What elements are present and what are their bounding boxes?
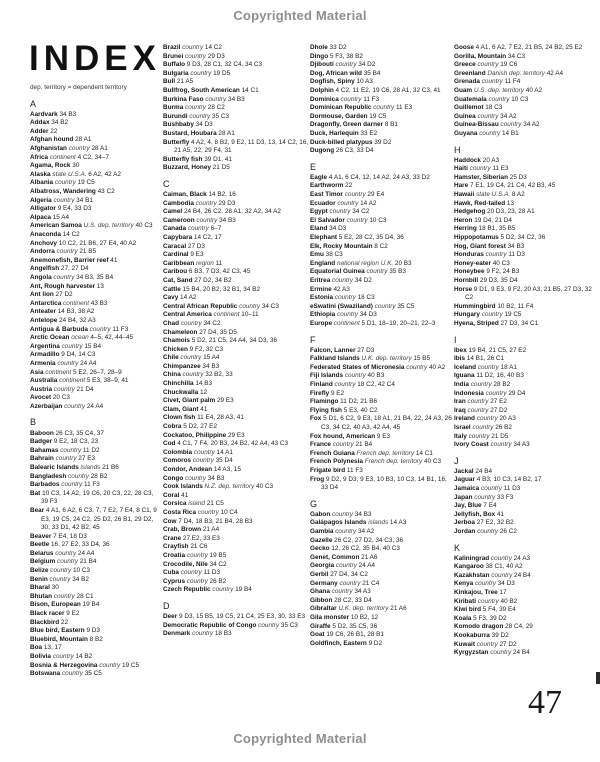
index-entry: Albatross, Wandering 43 C2 <box>30 188 115 196</box>
index-entry: Clown fish 11 E4, 28 A3, 41 <box>163 414 244 422</box>
index-entry: Camel 24 B4, 26 C2, 28 A1, 32 A2, 34 A2 <box>163 208 281 216</box>
index-entry: Antelope 24 B4, 32 A3 <box>30 316 96 324</box>
index-entry: Central African Republic country 34 C3 <box>163 302 279 310</box>
index-entry: Bull 21 A5 <box>163 78 194 86</box>
index-entry: Anemonefish, Barrier reef 41 <box>30 256 118 264</box>
index-entry: Kaliningrad country 24 A3 <box>454 554 531 562</box>
index-entry: Jerboa 27 E2, 32 B2 <box>454 519 514 527</box>
page-number: 47 <box>528 684 562 721</box>
index-entry: Azerbaijan country 24 A4 <box>30 402 104 410</box>
section-heading: G <box>310 498 318 509</box>
index-entry: Jaguar 4 B3, 10 C3, 14 B2, 17 <box>454 476 542 484</box>
index-entry: Dingo 5 F3, 38 B2 <box>310 52 363 60</box>
index-entry: Komodo dragon 28 C4, 29 <box>454 623 533 631</box>
index-entry: Croatia country 19 B5 <box>163 551 227 559</box>
index-entry: Israel country 26 B2 <box>454 423 512 431</box>
index-entry: Antigua & Barbuda country 11 F3 <box>30 325 129 333</box>
index-entry: Asia continent 5 E2, 26–7, 28–9 <box>30 368 122 376</box>
index-entry: Caribbean region 11 <box>163 259 223 267</box>
index-entry: Gibraltar U.K. dep. territory 21 A6 <box>310 605 407 613</box>
index-entry: Crane 27 E2, 33 E3 <box>163 534 220 542</box>
index-entry: Galápagos Islands islands 14 A3 <box>310 519 407 527</box>
index-entry: Chameleon 27 D4, 35 D5 <box>163 328 237 336</box>
index-entry: Jay, Blue 7 E4 <box>454 502 497 510</box>
index-entry: Bluebird, Mountain 8 B2 <box>30 635 103 643</box>
index-entry: Japan country 33 F3 <box>454 493 514 501</box>
index-entry: Hamster, Siberian 25 D3 <box>454 173 527 181</box>
index-entry: Brazil country 14 C2 <box>163 44 222 51</box>
index-entry: Haddock 20 A3 <box>454 156 500 164</box>
index-entry: Indonesia country 29 D4 <box>454 389 526 397</box>
index-entry: Ghana country 34 A3 <box>310 588 371 596</box>
index-entry: Kyrgyzstan country 24 B4 <box>454 649 530 657</box>
index-entry: Caribou 6 B3, 7 D3, 42 C3, 45 <box>163 268 251 276</box>
index-entry: Gerbil 27 D4, 34 C2 <box>310 570 368 578</box>
index-entry: Equatorial Guinea country 35 B3 <box>310 268 406 276</box>
index-entry: Frog 9 D2, 9 D3, 9 E3, 10 B3, 10 C3, 14 B1, 16, 33 D4 <box>310 475 447 492</box>
index-entry: Belarus country 24 A4 <box>30 549 95 557</box>
section-heading: C <box>163 178 170 189</box>
index-entry: Gambia country 34 A2 <box>310 527 375 535</box>
index-entry: Guinea-Bissau country 34 A2 <box>454 121 540 129</box>
index-entry: Bangladesh country 28 B2 <box>30 472 108 480</box>
page-title: INDEX <box>29 39 161 78</box>
index-entry: Blue bird, Eastern 9 D3 <box>30 627 100 635</box>
index-entry: Chile country 15 A4 <box>163 354 220 362</box>
index-entry: Dogfish, Spiny 10 A3 <box>310 78 373 86</box>
index-entry: Bhutan country 28 C1 <box>30 592 94 600</box>
index-entry: Heron 19 D4, 21 D4 <box>454 216 512 224</box>
index-entry: Hog, Giant forest 34 B3 <box>454 242 525 250</box>
index-entry: Blackbird 22 <box>30 618 69 626</box>
index-entry: Colombia country 14 A1 <box>163 448 233 456</box>
section-heading: D <box>163 600 170 611</box>
index-entry: Herring 18 B1, 35 B5 <box>454 225 516 233</box>
index-entry: Ant lion 27 D2 <box>30 291 73 299</box>
index-entry: Kiwi bird 5 F4, 39 E4 <box>454 606 516 614</box>
index-entry: Albania country 19 C5 <box>30 179 95 187</box>
index-entry: Cobra 5 D2, 27 E2 <box>163 423 217 431</box>
index-entry: Balearic Islands islands 21 B6 <box>30 463 119 471</box>
section-heading: J <box>454 455 459 466</box>
index-entry: Ivory Coast country 34 A3 <box>454 441 530 449</box>
index-entry: Democratic Republic of Congo country 35 C3 <box>163 621 298 629</box>
index-entry: Canada country 6–7 <box>163 225 222 233</box>
index-entry: Anteater 14 B3, 38 A2 <box>30 308 95 316</box>
index-entry: Corsica island 21 C5 <box>163 500 224 508</box>
index-entry: Armenia country 24 A4 <box>30 359 97 367</box>
index-entry: Caiman, Black 14 B2, 16 <box>163 191 236 198</box>
index-entry: Goose 4 A1, 6 A2, 7 E2, 21 B5, 24 B2, 25 E2 <box>454 44 583 51</box>
index-entry: Guinea country 34 A2 <box>454 112 517 120</box>
index-entry: Hippopotamus 5 D2, 34 C2, 36 <box>454 233 546 241</box>
index-entry: El Salvador country 10 C3 <box>310 216 387 224</box>
index-entry: Bahamas country 11 D2 <box>30 446 100 454</box>
index-entry: Haiti country 11 E3 <box>454 165 509 173</box>
index-entry: Buffalo 9 D3, 28 C1, 32 C4, 34 C3 <box>163 61 263 69</box>
index-entry: Hyena, Striped 27 D3, 34 C1 <box>454 319 539 327</box>
index-entry: Italy country 21 D5 <box>454 432 509 440</box>
index-entry: Iraq country 27 D2 <box>454 406 508 414</box>
index-entry: Bharal 30 <box>30 584 59 592</box>
section-heading: F <box>310 334 316 345</box>
index-entry: Cow 7 D4, 18 B3, 21 B4, 28 B3 <box>163 517 253 525</box>
index-entry: Central America continent 10–11 <box>163 311 259 319</box>
index-column-4 <box>454 44 596 658</box>
index-entry: Earthworm 22 <box>310 182 353 190</box>
index-entry: Dormouse, Garden 19 C5 <box>310 112 387 120</box>
index-entry: Honduras country 11 D3 <box>454 251 525 259</box>
index-entry: Bahrain country 27 E3 <box>30 455 96 463</box>
index-entry: Chinchilla 14 B3 <box>163 380 213 388</box>
index-entry: Gorilla, Mountain 34 C3 <box>454 52 526 60</box>
index-entry: Emu 38 C3 <box>310 251 343 259</box>
index-entry: Flying fish 5 E3, 40 C2 <box>310 406 378 414</box>
index-entry: Dugong 26 C3, 33 D4 <box>310 147 374 155</box>
index-entry: Cambodia country 29 D3 <box>163 199 236 207</box>
index-entry: Eagle 4 A1, 6 C4, 12, 14 A2, 24 A3, 33 D2 <box>310 173 430 181</box>
index-entry: Honey-eater 40 C3 <box>454 259 510 267</box>
index-entry: Falkland Islands U.K. dep. territory 15 B5 <box>310 355 431 363</box>
index-column-3 <box>310 44 452 648</box>
index-entry: Gabon country 34 B3 <box>310 510 372 518</box>
index-entry: Dog, African wild 35 B4 <box>310 69 381 77</box>
index-entry: Denmark country 18 B3 <box>163 630 232 638</box>
index-entry: Gibbon 28 C2, 33 D4 <box>310 596 372 604</box>
index-entry: Ibex 19 B4, 21 C5, 27 E2 <box>454 346 527 354</box>
index-entry: Ecuador country 14 A2 <box>310 199 377 207</box>
index-entry: Jellyfish, Box 41 <box>454 510 505 518</box>
index-entry: Hornbill 29 D3, 35 D4 <box>454 276 518 284</box>
index-entry: Cyprus country 26 B2 <box>163 577 227 585</box>
section-heading: A <box>30 98 37 109</box>
index-entry: Chicken 9 F2, 32 C3 <box>163 345 224 353</box>
index-entry: Botswana country 35 C5 <box>30 670 102 678</box>
index-entry: Black racer 9 E2 <box>30 610 80 618</box>
index-entry: Clam, Giant 41 <box>163 405 208 413</box>
index-entry: Greece country 19 C6 <box>454 61 518 69</box>
index-entry: Burundi country 35 C3 <box>163 112 230 120</box>
index-entry: Butterfly 4 A2, 4, 8 B2, 9 E2, 11 D3, 13, 14 C2, 16, 21 A5, 22, 29 F4, 31 <box>163 138 309 155</box>
index-entry: Cavy 14 A2 <box>163 294 197 302</box>
index-entry: Cattle 15 B4, 20 B2, 32 B1, 34 B2 <box>163 285 260 293</box>
index-entry: Iceland country 18 A1 <box>454 363 517 371</box>
index-entry: India country 28 B2 <box>454 380 511 388</box>
copyright-banner-top: Copyrighted Material <box>233 8 367 23</box>
index-entry: Frigate bird 11 F3 <box>310 466 363 474</box>
index-entry: Alligator 9 E4, 33 D3 <box>30 205 92 213</box>
index-entry: Alaska state U.S.A. 6 A2, 42 A2 <box>30 170 121 178</box>
index-entry: Bosnia & Herzegovina country 19 C5 <box>30 661 140 669</box>
index-entry: eSwatini (Swaziland) country 35 C5 <box>310 302 415 310</box>
index-entry: Honeybee 9 F2, 24 B3 <box>454 268 520 276</box>
index-entry: Dolphin 4 C2, 11 E2, 19 C6, 28 A1, 32 C3, 41 <box>310 86 441 94</box>
index-entry: Chamois 5 D2, 21 C5, 24 A4, 34 D3, 36 <box>163 337 278 345</box>
index-entry: Caracal 27 D3 <box>163 242 205 250</box>
section-heading: I <box>454 334 457 345</box>
index-entry: Civet, Giant palm 29 E3 <box>163 397 234 405</box>
index-entry: Egypt country 34 C2 <box>310 208 370 216</box>
index-entry: Genet, Common 21 A6 <box>310 553 378 561</box>
index-entry: Africa continent 4 C2, 34–7 <box>30 153 109 161</box>
index-entry: Bustard, Houbara 28 A1 <box>163 129 235 137</box>
index-entry: Chimpanzee 34 B3 <box>163 362 220 370</box>
index-entry: Kenya country 34 D3 <box>454 580 515 588</box>
index-entry: Hawk, Red-tailed 13 <box>454 199 515 207</box>
index-entry: England national region U.K. 20 B3 <box>310 259 412 267</box>
index-entry: Kiribati country 40 B2 <box>454 597 518 605</box>
index-entry: East Timor country 29 E4 <box>310 191 385 198</box>
index-entry: Australia continent 5 E3, 38–9, 41 <box>30 377 129 385</box>
index-entry: Angelfish 27, 27 D4 <box>30 265 89 273</box>
copyright-banner-bottom: Copyrighted Material <box>233 731 367 746</box>
index-legend: dep. territory = dependent territory <box>30 84 127 91</box>
index-entry: Argentina country 15 B4 <box>30 342 102 350</box>
index-entry: Austria country 21 D4 <box>30 385 94 393</box>
index-column-1 <box>30 40 162 679</box>
section-heading: H <box>454 144 461 155</box>
index-entry: Agama, Rock 30 <box>30 162 80 170</box>
index-entry: Barbados country 11 F3 <box>30 481 100 489</box>
index-entry: Kinkajou, Tree 17 <box>454 589 507 597</box>
index-entry: Ant, Rough harvester 13 <box>30 282 104 290</box>
index-entry: Buzzard, Honey 21 D5 <box>163 164 230 172</box>
index-entry: Goat 19 C6, 26 B1, 28 B1 <box>310 631 384 639</box>
index-entry: Benin country 34 B2 <box>30 575 89 583</box>
index-entry: Bulgaria country 19 D5 <box>163 69 231 77</box>
index-entry: Antarctica continent 43 B3 <box>30 299 108 307</box>
index-entry: Congo country 34 B3 <box>163 474 225 482</box>
index-entry: Jamaica country 11 D3 <box>454 485 521 492</box>
index-entry: American Samoa U.S. dep. territory 40 C3 <box>30 222 153 230</box>
index-entry: Anaconda 14 C2 <box>30 231 80 238</box>
index-entry: Kangaroo 38 C1, 40 A2 <box>454 563 523 571</box>
index-entry: Duck-billed platypus 39 D2 <box>310 138 392 146</box>
index-entry: Avocet 20 C3 <box>30 394 70 402</box>
index-entry: Duck, Harlequin 33 E2 <box>310 129 378 137</box>
index-entry: Afghan hound 28 A1 <box>30 136 92 144</box>
index-entry: French Guiana French dep. territory 14 C1 <box>310 449 433 457</box>
index-entry: Kuwait country 27 D2 <box>454 640 517 648</box>
index-entry: Crocodile, Nile 34 C2 <box>163 560 227 568</box>
index-entry: Hawaii state U.S.A. 8 A2 <box>454 191 525 198</box>
index-entry: Dominica country 11 F3 <box>310 95 380 103</box>
index-entry: Guyana country 14 B1 <box>454 129 519 137</box>
index-entry: Elephant 5 E2, 28 C2, 35 D4, 36 <box>310 233 404 241</box>
index-entry: Comoros country 35 D4 <box>163 457 233 465</box>
index-entry: Andorra country 21 B5 <box>30 248 97 256</box>
index-entry: Brunei country 29 D3 <box>163 52 225 60</box>
index-entry: Cardinal 9 E3 <box>163 251 204 259</box>
index-column-2 <box>163 44 309 639</box>
index-entry: Chuckwalla 12 <box>163 388 208 396</box>
index-entry: Koala 5 F3, 39 D2 <box>454 614 507 622</box>
index-entry: Jordan country 26 C2 <box>454 527 517 535</box>
index-entry: Germany country 21 C4 <box>310 579 380 587</box>
index-entry: Afghanistan country 28 A1 <box>30 145 108 153</box>
index-entry: Giraffe 5 D2, 35 C5, 36 <box>310 622 378 630</box>
index-entry: Bullfrog, South American 14 C1 <box>163 86 259 94</box>
index-entry: Flamingo 11 D2, 21 B6 <box>310 398 378 406</box>
index-entry: Cod 4 C1, 7 F4, 20 B3, 24 B2, 42 A4, 43 C3 <box>163 440 289 448</box>
index-entry: Fox 5 D1, 6 C2, 9 E3, 18 A1, 21 B4, 22, 24 A3, 26 C3, 34 C2, 40 A3, 42 A4, 45 <box>310 415 452 431</box>
section-heading: K <box>454 542 461 553</box>
index-entry: Aardvark 34 B3 <box>30 110 77 118</box>
index-entry: Gazelle 26 C2, 27 D2, 34 C3, 36 <box>310 536 404 544</box>
index-entry: Guam U.S. dep. territory 40 A2 <box>454 86 543 94</box>
index-entry: Algeria country 34 B1 <box>30 196 93 204</box>
index-entry: Fiji Islands country 40 B3 <box>310 372 385 380</box>
index-entry: China country 32 B2, 33 <box>163 371 233 379</box>
index-entry: Estonia country 18 C3 <box>310 294 375 302</box>
section-heading: B <box>30 417 37 428</box>
index-entry: Addax 34 B2 <box>30 119 69 127</box>
index-entry: Dhole 33 D2 <box>310 44 347 51</box>
index-entry: Belize country 10 C3 <box>30 567 91 575</box>
index-entry: Greenland Danish dep. territory 42 A4 <box>454 69 564 77</box>
index-entry: Guillemot 18 C3 <box>454 104 503 112</box>
index-entry: Ireland country 20 A3 <box>454 415 516 423</box>
index-entry: Costa Rica country 10 C4 <box>163 508 238 516</box>
index-entry: Alpaca 15 A4 <box>30 213 70 221</box>
index-entry: Horse 9 D1, 9 E3, 9 F2, 20 A3, 21 B5, 27 D3, 32 C2 <box>454 285 592 302</box>
index-entry: Coral 41 <box>163 491 189 499</box>
index-entry: Bear 4 A1, 6 A2, 6 C3, 7, 7 E2, 7 E4, 8 C1, 9 E3, 19 C5, 24 C2, 25 D2, 26 B1, 29 D2, 30, 33 D1, 42 B2, 45 <box>30 506 157 532</box>
index-entry: Burkina Faso country 34 B3 <box>163 95 245 103</box>
index-entry: Armadillo 9 D4, 14 C3 <box>30 351 96 359</box>
index-entry: Butterfly fish 39 D1, 41 <box>163 155 232 163</box>
index-entry: Gila monster 10 B2, 12 <box>310 613 379 621</box>
index-entry: Cameroon country 34 B3 <box>163 216 236 224</box>
index-entry: Dominican Republic country 11 E3 <box>310 104 413 112</box>
index-entry: Europe continent 5 D1, 18–19, 20–21, 22–3 <box>310 319 436 327</box>
index-entry: Ermine 42 A3 <box>310 285 350 293</box>
index-entry: Georgia country 24 A4 <box>310 562 376 570</box>
index-entry: Arctic Ocean ocean 4–5, 42, 44–45 <box>30 334 134 342</box>
index-entry: Finland country 18 C2, 42 C4 <box>310 380 395 388</box>
index-entry: Badger 9 E2, 18 C3, 23 <box>30 438 99 446</box>
index-entry: Deer 9 D3, 15 B5, 19 C5, 21 C4, 25 E3, 30, 33 E3 <box>163 613 306 620</box>
index-entry: Bat 10 C3, 14 A2, 19 C6, 20 C3, 22, 28 C3, 39 F3 <box>30 489 154 506</box>
index-entry: Hummingbird 10 B2, 11 F4 <box>454 302 534 310</box>
index-entry: Ethiopia country 34 D3 <box>310 311 377 319</box>
index-entry: Beetle 16, 27 E2, 33 D4, 36 <box>30 541 110 549</box>
index-entry: Bushbaby 34 D3 <box>163 121 213 129</box>
index-entry: Belgium country 21 B4 <box>30 558 97 566</box>
index-entry: Bison, European 19 B4 <box>30 601 100 609</box>
index-entry: Beaver 7 E4, 18 D3 <box>30 532 87 540</box>
index-entry: Baboon 26 C3, 35 C4, 37 <box>30 429 104 437</box>
index-entry: Cockatoo, Philippine 29 E3 <box>163 431 245 439</box>
index-entry: Hedgehog 20 D3, 23, 28 A1 <box>454 208 535 216</box>
index-entry: Federated States of Micronesia country 40 A2 <box>310 363 446 371</box>
index-entry: Guatemala country 10 C3 <box>454 95 529 103</box>
index-entry: Eritrea country 34 D2 <box>310 276 372 284</box>
index-entry: Burma country 28 C2 <box>163 104 225 112</box>
index-entry: Fox hound, American 9 E3 <box>310 432 391 440</box>
index-entry: Firefly 9 E2 <box>310 389 345 397</box>
index-entry: Goldfinch, Eastern 9 D2 <box>310 639 383 647</box>
index-entry: Crayfish 21 C6 <box>163 543 208 551</box>
index-entry: Kazakhstan country 24 B4 <box>454 571 531 579</box>
index-entry: France country 21 B4 <box>310 441 373 449</box>
index-entry: Falcon, Lanner 27 D3 <box>310 346 375 354</box>
index-entry: Iguana 11 D2, 16, 40 B3 <box>454 372 524 380</box>
index-entry: Jackal 24 B4 <box>454 467 493 475</box>
index-entry: Capybara 14 C2, 17 <box>163 233 222 241</box>
index-entry: French Polynesia French dep. territory 40 C3 <box>310 458 442 466</box>
index-entry: Cat, Sand 27 D2, 34 B2 <box>163 276 232 284</box>
index-entry: Djibouti country 34 D2 <box>310 61 376 69</box>
index-entry: Angola country 34 B3, 35 B4 <box>30 273 114 281</box>
index-entry: Chad country 34 C2 <box>163 319 221 327</box>
index-entry: Iran country 27 E2 <box>454 398 507 406</box>
index-entry: Condor, Andean 14 A3, 15 <box>163 466 241 473</box>
index-entry: Cuba country 11 D3 <box>163 569 221 577</box>
index-entry: Anchovy 10 C2, 21 B6, 27 E4, 40 A2 <box>30 239 137 247</box>
index-entry: Hare 7 E1, 19 C4, 21 C4, 42 B3, 45 <box>454 182 556 190</box>
index-entry: Dragonfly, Green darner 8 B1 <box>310 121 398 129</box>
section-heading: E <box>310 161 317 172</box>
index-entry: Kookaburra 39 D2 <box>454 632 509 639</box>
scan-edge-mark <box>596 672 600 684</box>
index-entry: Boa 13, 17 <box>30 644 62 652</box>
index-entry: Adder 22 <box>30 127 58 135</box>
index-entry: Elk, Rocky Mountain 8 C2 <box>310 242 388 250</box>
index-entry: Czech Republic country 19 B4 <box>163 586 252 594</box>
index-entry: Hungary country 19 C5 <box>454 311 522 319</box>
index-entry: Crab, Brown 21 A4 <box>163 526 220 534</box>
index-entry: Gecko 12, 26 C2, 35 B4, 40 C3 <box>310 545 400 553</box>
index-entry: Ibis 14 B1, 26 C1 <box>454 355 505 363</box>
index-entry: Eland 34 D3 <box>310 225 347 233</box>
index-entry: Cook Islands N.Z. dep. territory 40 C3 <box>163 483 274 491</box>
index-entry: Bolivia country 14 B2 <box>30 653 93 660</box>
index-entry: Grenada country 11 F4 <box>454 78 521 86</box>
